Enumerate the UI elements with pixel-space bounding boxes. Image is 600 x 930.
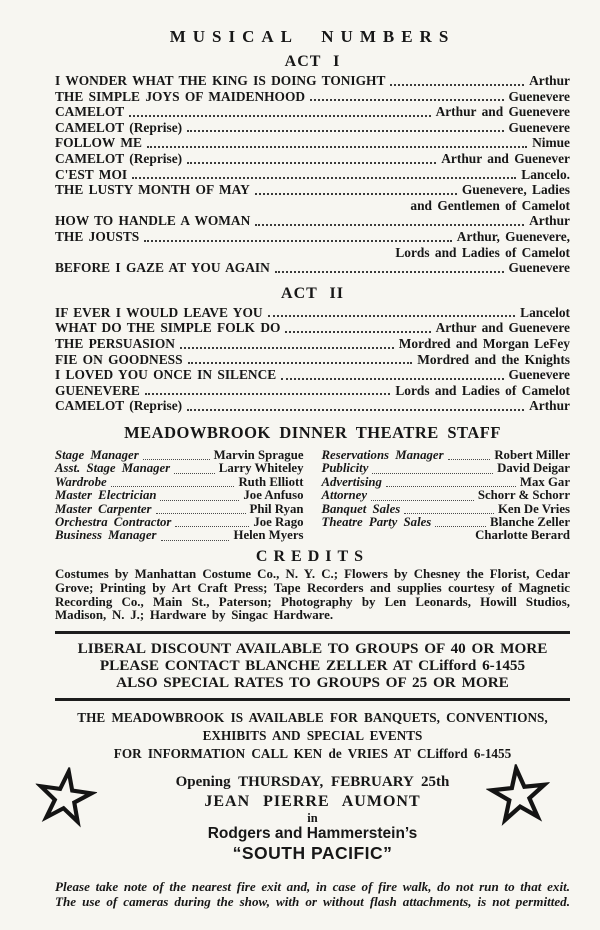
staff-row: [322, 449, 571, 462]
song-performer: Mordred and Morgan LeFey: [398, 335, 570, 351]
staff-role: Master Electrician: [55, 488, 157, 503]
staff-row: [322, 489, 571, 502]
staff-name: Ken De Vries: [497, 501, 570, 516]
dotted-leader: [187, 130, 503, 132]
song-performer: Lords and Ladies of Camelot: [395, 382, 570, 398]
song-row: [55, 305, 570, 321]
dotted-leader: [268, 315, 516, 317]
song-title: GUENEVERE: [55, 382, 140, 398]
song-performer: Mordred and the Knights: [417, 351, 570, 367]
page-title: MUSICAL NUMBERS: [169, 27, 456, 46]
staff-row: [55, 462, 304, 475]
staff-column-right: [322, 449, 571, 543]
song-performer: Arthur and Guenevere: [435, 104, 570, 120]
group-discount-block: [55, 641, 570, 691]
staff-role: Attorney: [321, 488, 368, 503]
dotted-leader: [372, 473, 493, 474]
song-row: [55, 260, 570, 276]
dotted-leader: [175, 526, 249, 527]
dotted-leader: [161, 540, 230, 541]
opening-date-line: Opening THURSDAY, FEBRUARY 25th: [175, 773, 450, 790]
song-row: [55, 213, 570, 229]
dotted-leader: [187, 409, 524, 411]
song-performer: Nimue: [532, 135, 570, 151]
song-title: CAMELOT (Reprise): [55, 119, 183, 135]
song-row: [55, 336, 570, 352]
song-performer: Guenevere, Ladies: [461, 182, 570, 198]
staff-role: Business Manager: [55, 528, 157, 543]
song-title: CAMELOT (Reprise): [55, 150, 183, 166]
staff-role: Stage Manager: [55, 447, 139, 462]
staff-name: Blanche Zeller: [490, 514, 570, 529]
fire-notice: [55, 879, 570, 910]
dotted-leader: [143, 459, 210, 460]
song-title: THE SIMPLE JOYS OF MAIDENHOOD: [55, 88, 306, 104]
group-discount-line3: ALSO SPECIAL RATES TO GROUPS OF 25 OR MORE: [116, 673, 509, 691]
staff-row: [322, 516, 571, 529]
staff-role: Reservations Manager: [321, 447, 444, 462]
banquets-block: [55, 709, 570, 763]
staff-row: [55, 489, 304, 502]
staff-name: Robert Miller: [494, 447, 570, 462]
dotted-leader: [281, 378, 503, 380]
song-title: I LOVED YOU ONCE IN SILENCE: [55, 367, 277, 383]
dotted-leader: [160, 500, 239, 501]
staff-row: [322, 529, 571, 542]
song-row: [55, 367, 570, 383]
song-performer: Guenevere: [508, 260, 570, 276]
song-title: I WONDER WHAT THE KING IS DOING TONIGHT: [55, 73, 386, 88]
song-title: THE JOUSTS: [55, 228, 140, 244]
song-row: [55, 320, 570, 336]
star-icon: [484, 761, 554, 831]
song-title: IF EVER I WOULD LEAVE YOU: [55, 304, 263, 320]
song-row: [55, 135, 570, 151]
staff-name: Joe Rago: [253, 514, 304, 529]
divider-rule: [55, 698, 570, 701]
fire-notice-line2: The use of cameras during the show, with or without flash attachments, is not permitted.: [55, 894, 570, 910]
song-row: [55, 120, 570, 136]
song-performer: Lancelot: [520, 304, 570, 320]
dotted-leader: [435, 526, 486, 527]
staff-row: [322, 503, 571, 516]
staff-name: Ruth Elliott: [238, 474, 304, 489]
staff-name: Phil Ryan: [249, 501, 304, 516]
song-row: [55, 182, 570, 198]
staff-row: [55, 529, 304, 542]
dotted-leader: [145, 393, 391, 395]
banquets-line2: EXHIBITS AND SPECIAL EVENTS: [202, 727, 423, 743]
act1-heading: ACT I: [284, 53, 341, 70]
dotted-leader: [156, 513, 246, 514]
dotted-leader: [255, 224, 524, 226]
star-icon: [30, 763, 100, 833]
dotted-leader: [390, 84, 524, 86]
staff-name: Schorr & Schorr: [477, 488, 570, 503]
divider-rule: [55, 631, 570, 634]
song-row: [55, 89, 570, 105]
banquets-line3: FOR INFORMATION CALL KEN de VRIES AT CLifford 6-1455: [113, 745, 512, 761]
staff-name: Max Gar: [519, 474, 570, 489]
banquets-line1: THE MEADOWBROOK IS AVAILABLE FOR BANQUETS, CONVENTIONS,: [77, 709, 548, 725]
song-performer: Arthur: [529, 398, 570, 414]
song-continuation: and Gentlemen of Camelot: [410, 197, 570, 213]
group-discount-line2: PLEASE CONTACT BLANCHE ZELLER AT CLifford 6-1455: [99, 657, 526, 675]
staff-name: David Deigar: [497, 461, 570, 476]
song-title: THE PERSUASION: [55, 335, 175, 351]
dotted-leader: [187, 162, 436, 164]
group-discount-line1: LIBERAL DISCOUNT AVAILABLE TO GROUPS OF 40 OR MORE: [77, 640, 548, 658]
act2-heading: ACT II: [281, 284, 344, 302]
song-title: WHAT DO THE SIMPLE FOLK DO: [55, 320, 281, 336]
dotted-leader: [285, 331, 430, 333]
song-row: [55, 151, 570, 167]
song-performer: Lancelo.: [521, 166, 570, 182]
song-row: [55, 352, 570, 368]
staff-role: Wardrobe: [55, 474, 107, 489]
dotted-leader: [111, 486, 235, 487]
song-row: [55, 229, 570, 245]
song-performer: Arthur and Guenever: [441, 150, 570, 166]
song-title: C'EST MOI: [55, 166, 128, 182]
dotted-leader: [174, 473, 215, 474]
staff-name: Larry Whiteley: [218, 461, 304, 476]
song-performer: Arthur: [529, 213, 570, 229]
staff-role: Banquet Sales: [321, 501, 401, 516]
staff-name: Charlotte Berard: [475, 528, 570, 543]
credits-text: Costumes by Manhattan Costume Co., N. Y. C.; Flowers by Chesney the Florist, Cedar Grove; Printing by Art Craft Press; Tape Recorders and supplies courtesy of Magnetic Recording Co., Main St., Paterson; Photography by Len Leonards, Howill Studios, Madison, N. J.; Hardware by Singac Hardware.: [55, 566, 570, 623]
staff-role: Publicity: [321, 461, 369, 476]
staff-row: [322, 462, 571, 475]
song-row: [55, 383, 570, 399]
opening-authors-line: Rodgers and Hammerstein’s: [207, 824, 418, 842]
staff-role: Asst. Stage Manager: [55, 461, 171, 476]
dotted-leader: [255, 193, 457, 195]
song-title: CAMELOT: [55, 104, 125, 120]
opening-in-line: in: [307, 810, 318, 825]
song-title: FOLLOW ME: [55, 135, 142, 151]
song-title: THE LUSTY MONTH OF MAY: [55, 182, 250, 198]
staff-row: [55, 516, 304, 529]
staff-name: Marvin Sprague: [213, 447, 304, 462]
dotted-leader: [310, 99, 503, 101]
song-title: CAMELOT (Reprise): [55, 398, 183, 414]
staff-column-left: [55, 449, 304, 543]
dotted-leader: [129, 115, 430, 117]
song-performer: Arthur: [529, 73, 570, 88]
staff-columns: [55, 449, 570, 543]
song-row: [55, 104, 570, 120]
song-row: [55, 398, 570, 414]
song-performer: Arthur, Guenevere,: [456, 228, 570, 244]
fire-notice-line1: Please take note of the nearest fire exit and, in case of fire walk, do not run to that exit.: [55, 878, 570, 894]
song-title: FIE ON GOODNESS: [55, 351, 183, 367]
song-performer: Guenevere: [508, 88, 570, 104]
staff-role: Advertising: [321, 474, 382, 489]
staff-row: [322, 476, 571, 489]
staff-row: [55, 476, 304, 489]
song-title: HOW TO HANDLE A WOMAN: [55, 213, 251, 229]
song-title: BEFORE I GAZE AT YOU AGAIN: [55, 260, 270, 276]
staff-heading: MEADOWBROOK DINNER THEATRE STAFF: [124, 422, 501, 442]
staff-role: Orchestra Contractor: [55, 514, 172, 529]
staff-name: Joe Anfuso: [243, 488, 304, 503]
song-performer: Guenevere: [508, 119, 570, 135]
staff-row: [55, 503, 304, 516]
song-row: [55, 73, 570, 89]
song-continuation: Lords and Ladies of Camelot: [395, 244, 570, 260]
opening-star-name: JEAN PIERRE AUMONT: [204, 792, 421, 810]
dotted-leader: [448, 459, 491, 460]
dotted-leader: [404, 513, 494, 514]
dotted-leader: [275, 271, 504, 273]
dotted-leader: [371, 500, 474, 501]
song-performer: Arthur and Guenevere: [435, 320, 570, 336]
credits-heading: CREDITS: [255, 547, 370, 565]
dotted-leader: [386, 486, 516, 487]
staff-name: Helen Myers: [233, 528, 304, 543]
staff-role: Master Carpenter: [55, 501, 152, 516]
dotted-leader: [188, 362, 413, 364]
dotted-leader: [144, 240, 452, 242]
dotted-leader: [180, 347, 394, 349]
dotted-leader: [132, 177, 516, 179]
song-row: [55, 167, 570, 183]
dotted-leader: [147, 146, 527, 148]
song-performer: Guenevere: [508, 367, 570, 383]
staff-row: [55, 449, 304, 462]
staff-role: Theatre Party Sales: [321, 514, 432, 529]
opening-show-title: “SOUTH PACIFIC”: [232, 842, 393, 863]
